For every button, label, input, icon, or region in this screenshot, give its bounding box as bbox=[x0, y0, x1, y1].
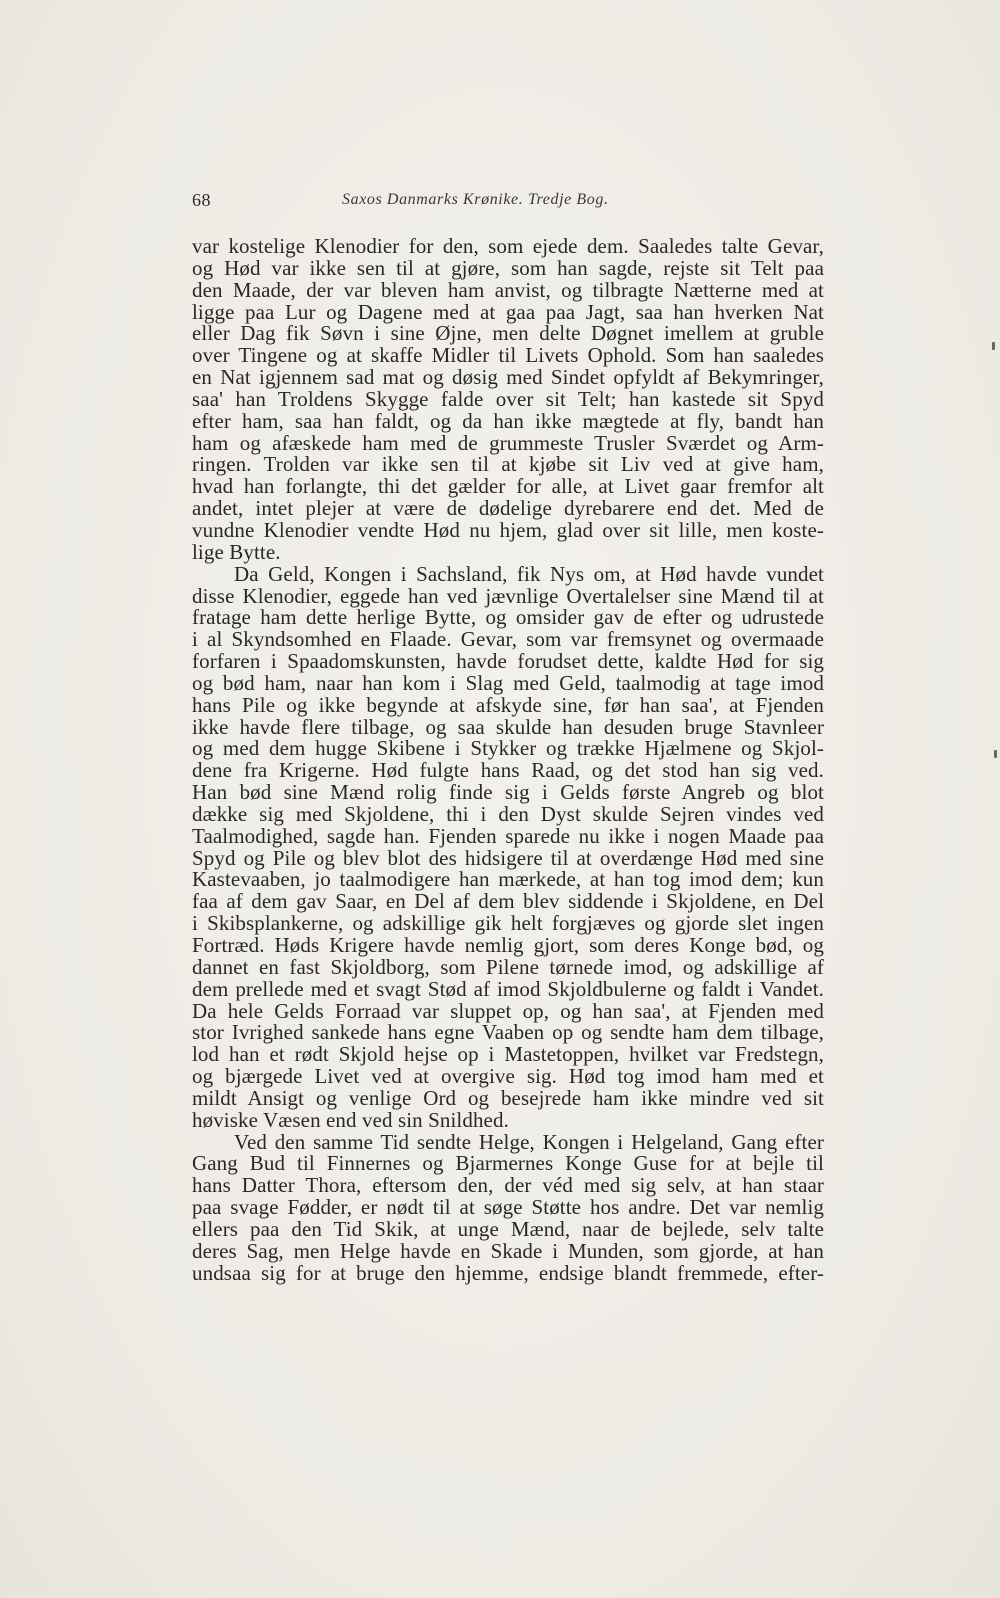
text-line: over Tingene og at skaffe Midler til Livets Ophold. Som han saaledes bbox=[192, 343, 824, 368]
text-line: ringen. Trolden var ikke sen til at kjøbe sit Liv ved at give ham, bbox=[192, 452, 824, 477]
text-line: høviske Væsen end ved sin Snildhed. bbox=[192, 1107, 509, 1132]
text-line: og med dem hugge Skibene i Stykker og trække Hjælmene og Skjol- bbox=[192, 736, 824, 761]
text-line: hans Datter Thora, eftersom den, der véd med sig selv, at han staar bbox=[192, 1173, 824, 1198]
text-line: ikke havde flere tilbage, og saa skulde han desuden bruge Stavnleer bbox=[192, 714, 824, 739]
page-number: 68 bbox=[192, 190, 211, 210]
text-line: hvad han forlangte, thi det gælder for alle, at Livet gaar fremfor alt bbox=[192, 474, 824, 499]
text-line: andet, intet plejer at være de dødelige dyrebarere end det. Med de bbox=[192, 496, 824, 521]
text-line: i al Skyndsomhed en Flaade. Gevar, som var fremsynet og overmaade bbox=[192, 627, 824, 652]
running-head bbox=[192, 190, 712, 216]
text-line: paa svage Fødder, er nødt til at søge Støtte hos andre. Det var nemlig bbox=[192, 1195, 824, 1220]
text-line: og bød ham, naar han kom i Slag med Geld, taalmodig at tage imod bbox=[192, 670, 824, 695]
body-text bbox=[192, 236, 824, 1285]
text-line: efter ham, saa han faldt, og da han ikke mægtede at fly, bandt han bbox=[192, 408, 824, 433]
text-line: ham og afæskede ham med de grummeste Trusler Sværdet og Arm- bbox=[192, 430, 824, 455]
text-line: ellers paa den Tid Skik, at unge Mænd, naar de bejlede, selv talte bbox=[192, 1216, 824, 1241]
text-line: dene fra Krigerne. Hød fulgte hans Raad, og det stod han sig ved. bbox=[192, 758, 824, 783]
text-line: lod han et rødt Skjold hejse op i Mastetoppen, hvilket var Fredstegn, bbox=[192, 1042, 824, 1067]
text-line: ligge paa Lur og Dagene med at gaa paa Jagt, saa han hverken Nat bbox=[192, 299, 824, 324]
text-line: en Nat igjennem sad mat og døsig med Sindet opfyldt af Bekymringer, bbox=[192, 365, 824, 390]
text-line: Ved den samme Tid sendte Helge, Kongen i Helgeland, Gang efter bbox=[234, 1129, 824, 1154]
text-line: den Maade, der var bleven ham anvist, og tilbragte Nætterne med at bbox=[192, 277, 824, 302]
text-line: forfaren i Spaadomskunsten, havde forudset dette, kaldte Hød for sig bbox=[192, 649, 824, 674]
text-line: deres Sag, men Helge havde en Skade i Munden, som gjorde, at han bbox=[192, 1238, 824, 1263]
text-line: og bjærgede Livet ved at overgive sig. Hød tog imod ham med et bbox=[192, 1064, 824, 1089]
text-line: dannet en fast Skjoldborg, som Pilene tørnede imod, og adskillige af bbox=[192, 954, 824, 979]
running-title: Saxos Danmarks Krønike. Tredje Bog. bbox=[342, 191, 609, 208]
text-line: vundne Klenodier vendte Hød nu hjem, glad over sit lille, men koste- bbox=[192, 517, 824, 542]
text-line: i Skibsplankerne, og adskillige gik helt forgjæves og gjorde slet ingen bbox=[192, 911, 824, 936]
text-line: hans Pile og ikke begynde at afskyde sine, før han saa', at Fjenden bbox=[192, 692, 824, 717]
text-line: Gang Bud til Finnernes og Bjarmernes Konge Guse for at bejle til bbox=[192, 1151, 824, 1176]
text-line: saa' han Troldens Skygge falde over sit Telt; han kastede sit Spyd bbox=[192, 386, 824, 411]
text-line: Da Geld, Kongen i Sachsland, fik Nys om, at Hød havde vundet bbox=[234, 561, 824, 586]
text-line: Spyd og Pile og blev blot des hidsigere til at overdænge Hød med sine bbox=[192, 845, 824, 870]
text-line: var kostelige Klenodier for den, som ejede dem. Saaledes talte Gevar, bbox=[192, 234, 824, 258]
text-line: fratage ham dette herlige Bytte, og omsider gav de efter og udrustede bbox=[192, 605, 824, 630]
text-line: Taalmodighed, sagde han. Fjenden sparede nu ikke i nogen Maade paa bbox=[192, 823, 824, 848]
text-line: mildt Ansigt og venlige Ord og besejrede ham ikke mindre ved sit bbox=[192, 1085, 824, 1110]
text-line: stor Ivrighed sankede hans egne Vaaben op og sendte ham dem tilbage, bbox=[192, 1020, 824, 1045]
text-line: dem prellede med et svagt Stød af imod Skjoldbulerne og faldt i Vandet. bbox=[192, 976, 824, 1001]
text-line: faa af dem gav Saar, en Del af dem blev siddende i Skjoldene, en Del bbox=[192, 889, 824, 914]
text-line: lige Bytte. bbox=[192, 539, 281, 564]
text-line: Da hele Gelds Forraad var sluppet op, og han saa', at Fjenden med bbox=[192, 998, 824, 1023]
text-line: undsaa sig for at bruge den hjemme, endsige blandt fremmede, efter- bbox=[192, 1260, 824, 1285]
text-line: Kastevaaben, jo taalmodigere han mærkede, at han tog imod dem; kun bbox=[192, 867, 824, 892]
text-line: disse Klenodier, eggede han ved jævnlige Overtalelser sine Mænd til at bbox=[192, 583, 824, 608]
margin-speck bbox=[992, 342, 995, 350]
text-line: og Hød var ikke sen til at gjøre, som han sagde, rejste sit Telt paa bbox=[192, 255, 824, 280]
text-line: dække sig med Skjoldene, thi i den Dyst skulde Sejren vindes ved bbox=[192, 801, 824, 826]
text-line: eller Dag fik Søvn i sine Øjne, men delte Døgnet imellem at gruble bbox=[192, 321, 824, 346]
text-line: Han bød sine Mænd rolig finde sig i Gelds første Angreb og blot bbox=[192, 780, 824, 805]
text-line: Fortræd. Høds Krigere havde nemlig gjort, som deres Konge bød, og bbox=[192, 933, 824, 957]
margin-speck bbox=[994, 750, 997, 758]
